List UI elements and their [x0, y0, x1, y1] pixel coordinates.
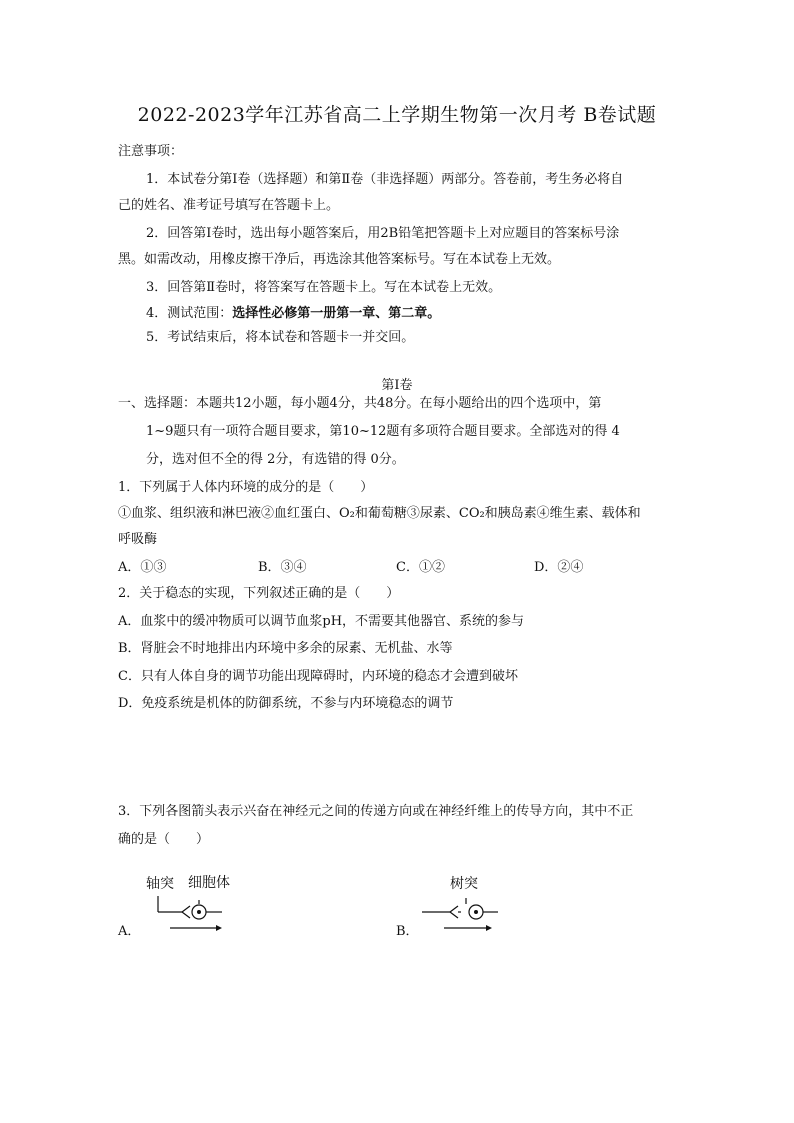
figure-a-nucleus — [197, 910, 201, 914]
question-1-option-a: A．①③ — [118, 560, 167, 575]
figure-a-axon-label: 轴突 — [146, 876, 174, 892]
question-3-option-a-label: A． — [118, 924, 141, 939]
notice-item-4-scope: 选择性必修第一册第一章、第二章。 — [232, 306, 441, 321]
figure-b-synapse — [418, 868, 528, 938]
notice-heading: 注意事项： — [118, 144, 184, 159]
question-2-stem: 2．关于稳态的实现，下列叙述正确的是（ ） — [118, 586, 400, 601]
question-1-items-line-1: ①血浆、组织液和淋巴液②血红蛋白、O₂和葡萄糖③尿素、CO₂和胰岛素④维生素、载体和 — [118, 506, 641, 521]
section-heading: 第Ⅰ卷 — [381, 378, 413, 393]
notice-item-1-line-2: 己的姓名、准考证号填写在答题卡上。 — [118, 198, 340, 213]
question-3-stem-line-2: 确的是（ ） — [118, 832, 210, 847]
notice-item-1-line-1: 1．本试卷分第Ⅰ卷（选择题）和第Ⅱ卷（非选择题）两部分。答卷前，考生务必将自 — [146, 172, 624, 187]
question-2-option-a: A．血浆中的缓冲物质可以调节血浆pH，不需要其他器官、系统的参与 — [118, 614, 525, 629]
notice-item-4-prefix: 4．测试范围： — [146, 306, 233, 321]
figure-a-synapse — [140, 868, 260, 938]
notice-item-4 — [146, 306, 440, 322]
page-title: 2022-2023学年江苏省高二上学期生物第一次月考 B卷试题 — [137, 104, 657, 126]
question-2-option-b: B．肾脏会不时地排出内环境中多余的尿素、无机盐、水等 — [118, 641, 453, 656]
question-2-option-c: C．只有人体自身的调节功能出现障碍时，内环境的稳态才会遭到破坏 — [118, 669, 518, 684]
figure-a-soma-label: 细胞体 — [188, 875, 230, 891]
section-instructions-line-2: 1~9题只有一项符合题目要求，第10~12题有多项符合题目要求。全部选对的得 4 — [146, 424, 620, 439]
question-1-option-c: C．①② — [396, 560, 445, 575]
question-1-option-b: B．③④ — [258, 560, 307, 575]
section-instructions-line-1: 一、选择题：本题共12小题，每小题4分，共48分。在每小题给出的四个选项中，第 — [118, 396, 602, 411]
figure-a-synapse-symbol — [182, 906, 190, 918]
notice-item-2-line-1: 2．回答第Ⅰ卷时，选出每小题答案后，用2B铅笔把答题卡上对应题目的答案标号涂 — [146, 226, 620, 241]
figure-b-nucleus — [474, 910, 478, 914]
notice-item-5: 5．考试结束后，将本试卷和答题卡一并交回。 — [146, 330, 415, 345]
question-1-items-line-2: 呼吸酶 — [118, 532, 158, 547]
figure-a-arrowhead — [216, 925, 222, 931]
notice-item-3: 3．回答第Ⅱ卷时，将答案写在答题卡上。写在本试卷上无效。 — [146, 280, 502, 295]
figure-b-dendrite-label: 树突 — [450, 876, 478, 892]
figure-b-arrowhead — [486, 925, 492, 931]
question-1-stem: 1．下列属于人体内环境的成分的是（ ） — [118, 480, 374, 495]
question-3-stem-line-1: 3．下列各图箭头表示兴奋在神经元之间的传递方向或在神经纤维上的传导方向，其中不正 — [118, 804, 634, 819]
notice-item-2-line-2: 黑。如需改动，用橡皮擦干净后，再选涂其他答案标号。写在本试卷上无效。 — [118, 252, 561, 267]
question-2-option-d: D．免疫系统是机体的防御系统，不参与内环境稳态的调节 — [118, 696, 454, 711]
question-1-option-d: D．②④ — [534, 560, 584, 575]
figure-b-synapse-symbol — [450, 906, 458, 918]
section-instructions-line-3: 分，选对但不全的得 2分，有选错的得 0分。 — [146, 452, 405, 467]
question-3-option-b-label: B． — [396, 924, 419, 939]
